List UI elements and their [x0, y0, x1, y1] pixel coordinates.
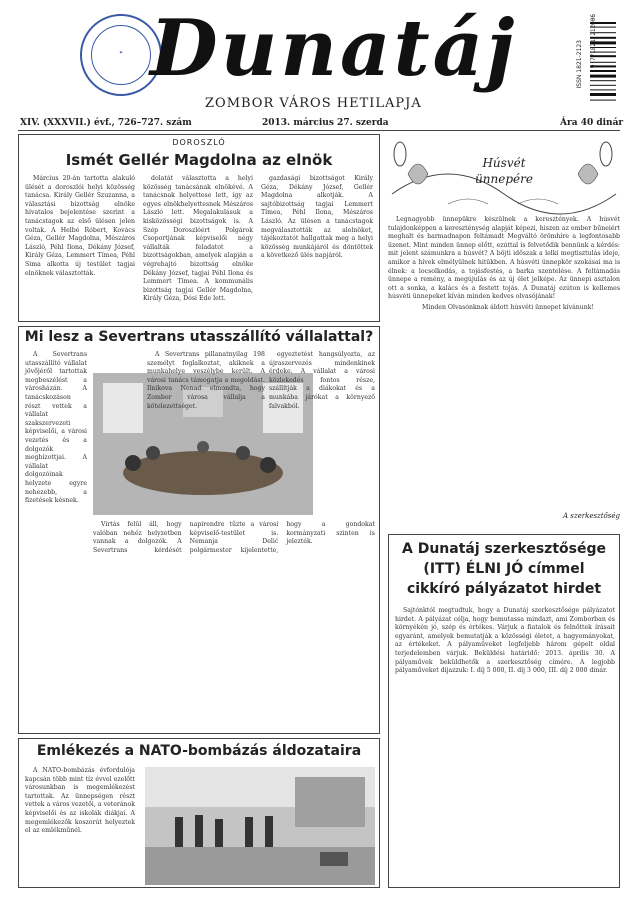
- nato-photo-illustration: [145, 767, 375, 885]
- article-top-col-1: [25, 175, 135, 317]
- article-top-col-1-text: Március 20-án tartotta alakuló ülését a doroszlói helyi közösség tanácsa. Király Gellér Szuzanna, a választási bizottság elnöke hivatalos bejelentése szerint a tanácstagok az első ülésen jelen voltak. A Helbé Róbert, Kovács Géza, Gellér Magdolna, Mészáros László, Péhl Ilona, Dékány József, Király Géza, Lemmert Tímea, Péhl Sima alkotta új testület tagjai elnöknek választották.: [25, 175, 135, 277]
- article-top-col-3: [261, 175, 373, 317]
- masthead-title: Dunatáj: [150, 3, 518, 94]
- barcode-number: 9 771821 212006: [590, 14, 597, 69]
- article-top-col-3-text: gazdasági bizottságot Király Géza, Dékány József, Gellér Magdolna alkotják. A sajtóbizottság tagjai Lemmert Tímea, Péhl Ilona, Mészáros László. Az ülésen a tanácstagok megválasztották az alelnöket, tájékoztatót hallgattak meg a helyi közösség munkájáról és döntöttek a következő ülés napjáról.: [261, 175, 373, 260]
- article-top-box: [18, 134, 380, 322]
- article-severtrans-col-3-text: egyeztetést hangsúlyozta, az újraszervezés mindenkinek érdeke. A vállalat a városi közlekedés fontos része, szállítják a diákokat és a munkába járókat a környező falvakból.: [269, 351, 375, 410]
- husvet-body: [388, 216, 620, 506]
- article-itt-headline-3: cikkíró pályázatot hirdet: [406, 581, 602, 597]
- article-severtrans-box: [18, 326, 380, 734]
- article-severtrans-col-4-text: Virtás felül áll, hogy valóban nehéz helyzetben vannak a dolgozók. A Severtrans kérdését napirendre tűzte a városi képviselő-testület is. Nemanja Delić polgármester kijelentette, hogy a gondokat kormányzati szinten is jelezték.: [93, 521, 375, 554]
- barcode-bar: [590, 85, 616, 86]
- article-severtrans-col-1-text: A Severtrans utasszállító vállalat jövőjéről tartottak megbeszélést a városházán. A tanácskozáson részt vettek a vállalat szakszervezeti képviselői, a városi vezetés és a dolgozók megbízottjai. A vállalat dolgozóinak helyzete egyre nehezebb, a fizetések késnek.: [25, 351, 87, 505]
- nato-photo: [145, 767, 375, 885]
- article-nato-body-text: A NATO-bombázás évfordulója kapcsán több mint tíz évvel ezelőtt városunkban is megemlékezést tartottak. Az ünnepségen részt vettek a város vezetői, a veteránok képviselői és az iskolák diákjai. A megemlékezők koszorút helyeztek el az emlékműnél.: [25, 767, 135, 835]
- article-itt-headline-1: A Dunatáj szerkesztősége: [402, 541, 606, 557]
- husvet-title-1: Húsvét: [482, 156, 526, 170]
- issue-date: 2013. március 27. szerda: [262, 118, 389, 128]
- barcode-bar: [590, 89, 616, 90]
- article-nato-body: [25, 767, 135, 885]
- husvet-signature: A szerkesztőség: [563, 512, 620, 520]
- article-top-kicker: DOROSZLÓ: [172, 138, 226, 147]
- masthead-subtitle: ZOMBOR VÁROS HETILAPJA: [205, 96, 422, 111]
- article-top-col-2-text: dolatát választotta a helyi közösség tanácsának elnökévé. A tanácsnak helyettese lett, így az egyes elnökhelyettesnek Mészáros László lett. Megalakulásuk a kisközösségi bizottságok is. A Szép Doroszlóért Polgárok Csoportjának képviselői négy vállalták feladatot a bizottságokban, amelyek alapján a végrehajtó bizottság elnöke Dékány József, tagjai Péhl Ilona és Lemmert Tímea. A kommunális bizottság tagjai Gellér Magdolna, Király Géza, Dósi Ede lett.: [143, 175, 253, 303]
- issue-price: Ára 40 dinár: [560, 118, 624, 128]
- issue-number: XIV. (XXXVII.) évf., 726–727. szám: [20, 118, 192, 128]
- article-husvet: [388, 134, 620, 528]
- article-itt-body: [395, 607, 615, 883]
- article-severtrans-col-2-text: A Severtrans pillanatnyilag 198 személyt foglalkoztat, akiknek a munkahelye veszélybe került. A városi tanács támogatja a megoldást. Ilnikova Nenad elmondta, hogy Zombor városa vállalja a kötelezettséget.: [147, 351, 265, 410]
- husvet-closing: Minden Olvasónknak áldott húsvéti ünnepet kívánunk!: [422, 303, 594, 311]
- article-severtrans-headline: Mi lesz a Severtrans utasszállító vállalattal?: [24, 329, 374, 345]
- husvet-body-text: Legnagyobb ünnepükre készülnek a keresztények. A húsvét tulajdonképpen a kereszténység alapját képezi, hiszen az ember bűneiért meghalt és harmadnapon feltámadt Megváltó örömhíre a legfontosabb üzenet. Mint minden ünnep előtt, ezúttal is felvetődik bennünk a kérdés: mit jelent számunkra a húsvét? A böjti időszak a lelki megtisztulás ideje, amikor a hívek elmélyülnek hitükben. A húsvéti ünnepkör szokásai ma is élnek: a locsolkodás, a tojásfestés, a barka szentelése. A feltámadás ünnepe a remény, a megújulás és az új élet jelképe. Az ünnepi asztalon ott a sonka, a kalács és a festett tojás. A Dunatáj ezúton is kellemes húsvéti ünnepeket kíván minden kedves olvasójának!: [388, 216, 620, 301]
- husvet-title-2: ünnepére: [475, 172, 533, 186]
- article-nato-box: [18, 738, 380, 888]
- barcode-bar: [590, 100, 616, 101]
- article-top-headline: Ismét Gellér Magdolna az elnök: [65, 151, 333, 169]
- article-severtrans-col-3: [269, 351, 375, 511]
- article-severtrans-col-4: [93, 521, 375, 727]
- article-severtrans-col-2: [147, 351, 265, 410]
- article-itt-headline-2: (ITT) ÉLNI JÓ címmel: [423, 561, 585, 577]
- issn-text: ISSN 1821-2123: [576, 40, 583, 89]
- barcode-bar: [590, 70, 616, 72]
- article-nato-headline: Emlékezés a NATO-bombázás áldozataira: [36, 743, 362, 759]
- seal-text: ✦: [118, 50, 124, 56]
- article-top-col-2: [143, 175, 253, 317]
- barcode-bar: [590, 80, 616, 81]
- article-itt-box: [388, 534, 620, 888]
- article-severtrans-col-1: [25, 351, 87, 729]
- barcode-bar: [590, 75, 616, 78]
- masthead-rule: [18, 130, 620, 131]
- barcode-bar: [590, 93, 616, 96]
- article-itt-body-text: Sajtónktól megtudtuk, hogy a Dunatáj szerkesztősége pályázatot hirdet. A pályázat célja, hogy bemutassa mindazt, ami Zomborban és környékén jó, szép és értékes. Várjuk a fiatalok és felnőttek írásait egyaránt, amelyek bemutatják a közösségi életet, a hagyományokat, az értékeket. A pályaműveket legfeljebb három gépelt oldal terjedelemben várjuk. Beküldési határidő: 2013. április 30. A pályaművek beküldhetők a szerkesztőség címére. A legjobb pályaműveket díjazzuk: I. díj 5 000, II. díj 3 000, III. díj 2 000 dinár.: [395, 607, 615, 675]
